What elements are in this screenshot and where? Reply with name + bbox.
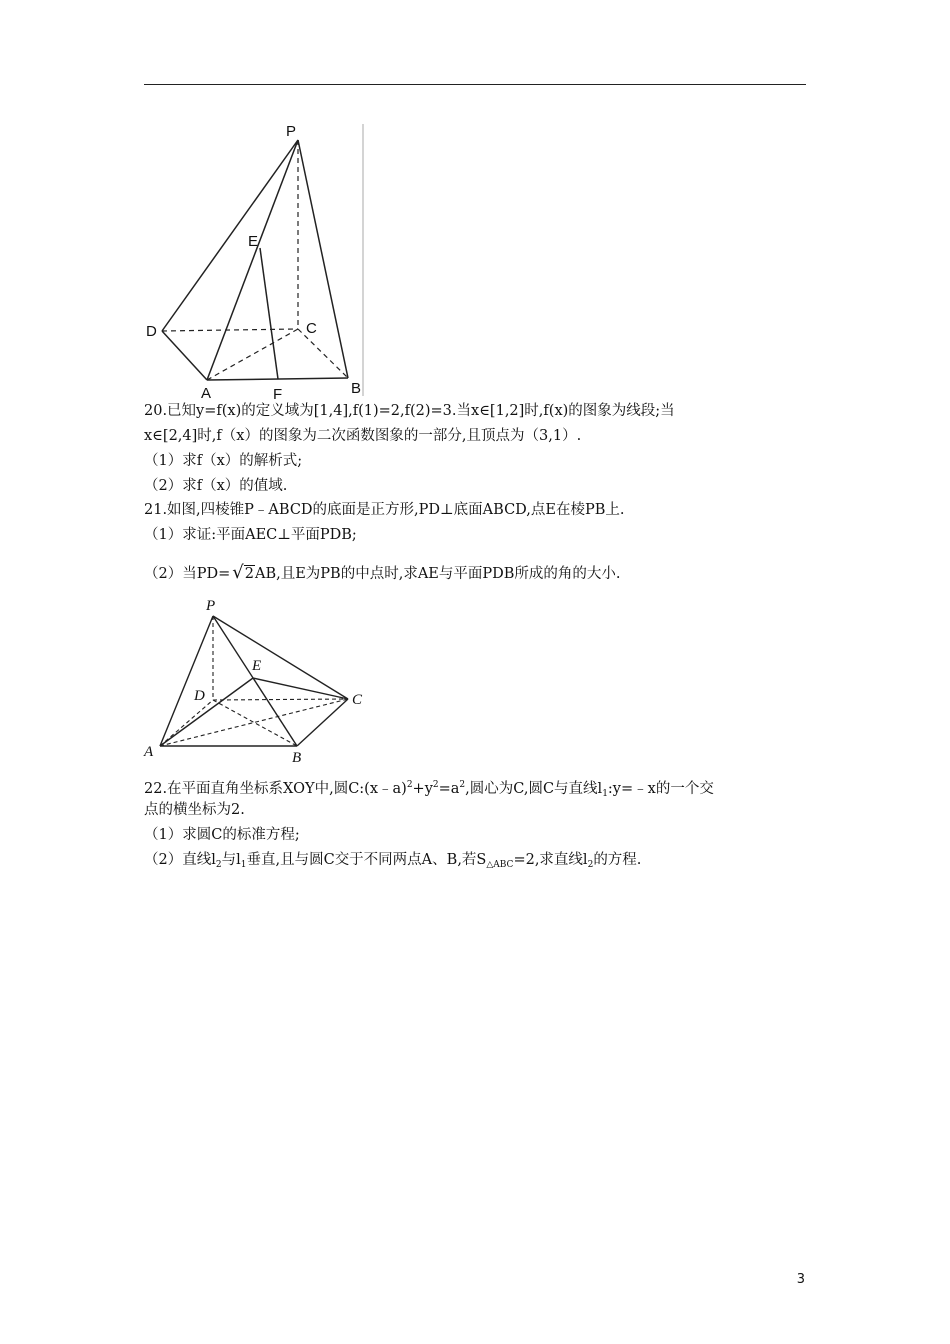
- sqrt-radicand: 2: [244, 566, 254, 582]
- edge-PA: [207, 140, 298, 380]
- q20-line-1: 20.已知y=f(x)的定义域为[1,4],f(1)=2,f(2)=3.当x∈[1,2]时,f(x)的图象为线段;当: [144, 403, 675, 419]
- q22-part-2-sub-c: 2: [587, 860, 594, 870]
- q22-part-2-b: 与l: [221, 852, 241, 868]
- q22-part-2-sub-b: 1: [240, 860, 247, 870]
- q22-line-1-b: +y: [412, 781, 433, 797]
- q22-part-2-d: =2,求直线l: [513, 852, 588, 868]
- edge-AD-dashed: [160, 700, 213, 746]
- q22-part-2-c: 垂直,且与圆C交于不同两点A、B,若S: [246, 852, 487, 868]
- edge-BC: [297, 699, 348, 746]
- label-D: D: [146, 323, 157, 340]
- label-A: A: [144, 744, 154, 760]
- edge-DB-dashed: [213, 700, 297, 746]
- q22-part-2-e: 的方程.: [593, 852, 642, 868]
- q21-part-2-a: （2）当PD=: [144, 566, 231, 582]
- q21-line-1: 21.如图,四棱锥P﹣ABCD的底面是正方形,PD⊥底面ABCD,点E在棱PB上.: [144, 502, 625, 518]
- q22-line-2: 点的横坐标为2.: [144, 802, 245, 818]
- q22-part-1: （1）求圆C的标准方程;: [144, 827, 300, 843]
- q22-line-1-e: :y=﹣x的一个交: [607, 781, 714, 797]
- label-A: A: [201, 385, 212, 402]
- q22-part-2: [144, 850, 641, 875]
- q20-line-2: x∈[2,4]时,f（x）的图象为二次函数图象的一部分,且顶点为（3,1）.: [144, 428, 582, 444]
- edge-EF: [260, 248, 278, 379]
- edge-DC-dashed: [213, 699, 348, 700]
- label-D: D: [194, 688, 205, 704]
- header-rule: [144, 84, 806, 85]
- q22-sup-1: 2: [406, 780, 413, 790]
- q22-part-2-sub-abc: △ABC: [486, 860, 514, 870]
- sqrt-symbol: √2: [232, 562, 254, 583]
- label-E: E: [252, 658, 262, 674]
- figure-2-svg: [140, 596, 380, 768]
- page-number: 3: [796, 1272, 805, 1287]
- q20-part-2: （2）求f（x）的值域.: [144, 478, 288, 494]
- label-F: F: [273, 386, 283, 402]
- q22-sub-1: 1: [602, 789, 608, 799]
- q22-part-2-sub-a: 2: [215, 860, 222, 870]
- edge-AC-dashed: [160, 699, 348, 746]
- label-C: C: [306, 320, 317, 337]
- edge-DC-dashed: [162, 329, 298, 331]
- edge-DA: [162, 331, 207, 380]
- q21-part-2-b: AB,且E为PB的中点时,求AE与平面PDB所成的角的大小.: [254, 566, 621, 582]
- edge-PB: [298, 140, 348, 378]
- figure-pyramid-1: [140, 120, 380, 402]
- q22-sup-3: 2: [459, 780, 466, 790]
- q21-part-1: （1）求证:平面AEC⊥平面PDB;: [144, 527, 357, 543]
- edge-PD: [162, 140, 298, 331]
- figure-1-svg: [140, 120, 380, 402]
- edge-AC-dashed: [207, 329, 298, 380]
- label-B: B: [292, 750, 302, 766]
- q22-part-2-a: （2）直线l: [144, 852, 216, 868]
- q21-part-2: [144, 563, 621, 584]
- q22-line-1-a: 22.在平面直角坐标系XOY中,圆C:(x﹣a): [144, 781, 407, 797]
- q20-part-1: （1）求f（x）的解析式;: [144, 453, 303, 469]
- edge-PC: [213, 616, 348, 699]
- label-E: E: [248, 233, 259, 250]
- q22-sup-2: 2: [432, 780, 439, 790]
- label-P: P: [286, 123, 297, 140]
- q22-line-1-c: =a: [438, 781, 460, 797]
- edge-EC: [253, 678, 348, 699]
- label-P: P: [206, 598, 216, 614]
- label-C: C: [352, 692, 363, 708]
- label-B: B: [351, 380, 362, 397]
- q22-line-1-d: ,圆心为C,圆C与直线l: [465, 781, 603, 797]
- figure-pyramid-2: [140, 596, 380, 768]
